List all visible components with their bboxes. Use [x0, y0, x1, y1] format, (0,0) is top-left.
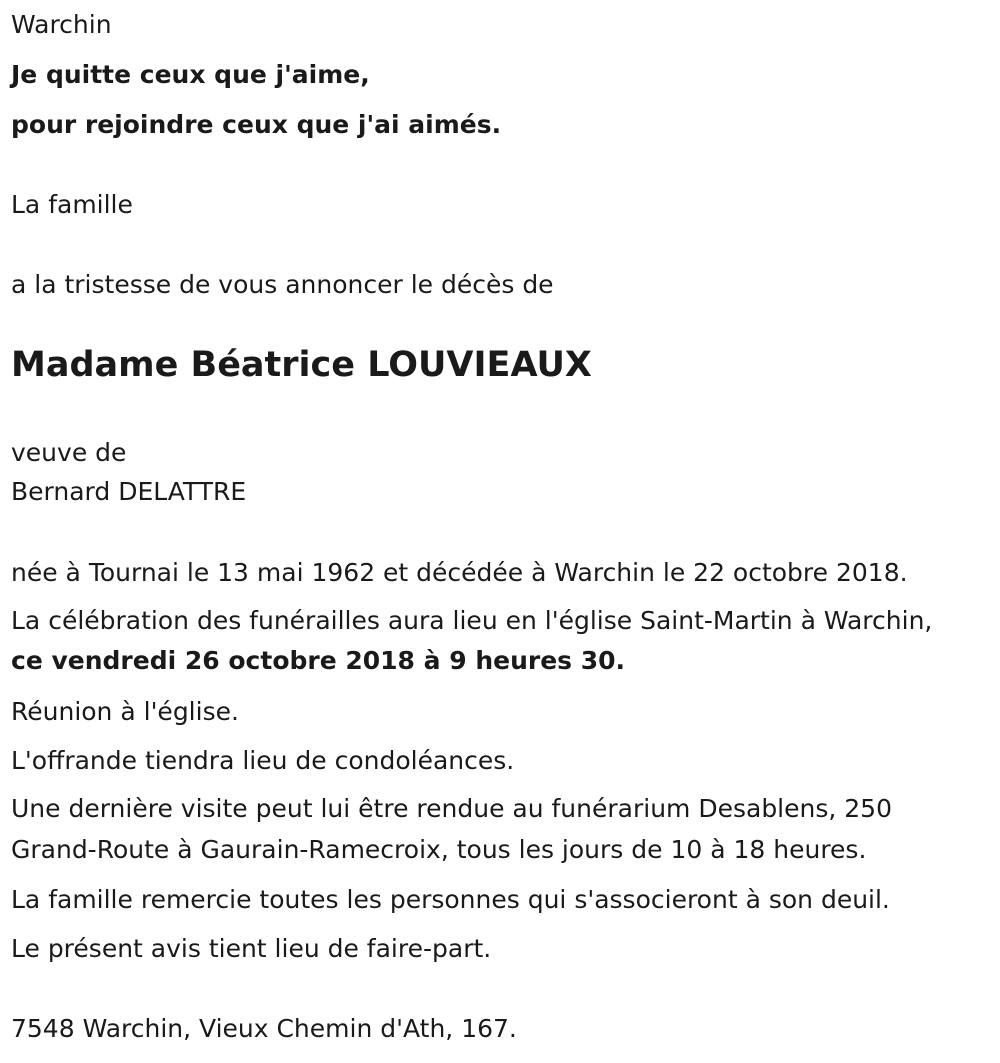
funeral-location-text: La célébration des funérailles aura lieu en l'église Saint-Martin à Warchin,	[11, 606, 933, 635]
offering-text: L'offrande tiendra lieu de condoléances.	[11, 746, 515, 775]
family-label: La famille	[11, 190, 133, 219]
widow-of-label: veuve de	[11, 438, 127, 467]
deceased-name: Madame Béatrice LOUVIEAUX	[11, 345, 592, 385]
notice-statement-text: Le présent avis tient lieu de faire-part.	[11, 934, 492, 963]
address-text: 7548 Warchin, Vieux Chemin d'Ath, 167.	[11, 1014, 517, 1043]
quote-line-1: Je quitte ceux que j'aime,	[11, 60, 370, 89]
visit-text-line-1: Une dernière visite peut lui être rendue au funérarium Desablens, 250	[11, 794, 892, 823]
quote-line-2: pour rejoindre ceux que j'ai aimés.	[11, 110, 502, 139]
meeting-text: Réunion à l'église.	[11, 697, 239, 726]
town-name: Warchin	[11, 10, 112, 39]
visit-text-line-2: Grand-Route à Gaurain-Ramecroix, tous les jours de 10 à 18 heures.	[11, 835, 867, 864]
funeral-datetime-text: ce vendredi 26 octobre 2018 à 9 heures 30.	[11, 646, 626, 675]
birth-death-text: née à Tournai le 13 mai 1962 et décédée à Warchin le 22 octobre 2018.	[11, 558, 908, 587]
spouse-name: Bernard DELATTRE	[11, 477, 247, 506]
thanks-text: La famille remercie toutes les personnes qui s'associeront à son deuil.	[11, 885, 890, 914]
announcement-text: a la tristesse de vous annoncer le décès de	[11, 270, 554, 299]
